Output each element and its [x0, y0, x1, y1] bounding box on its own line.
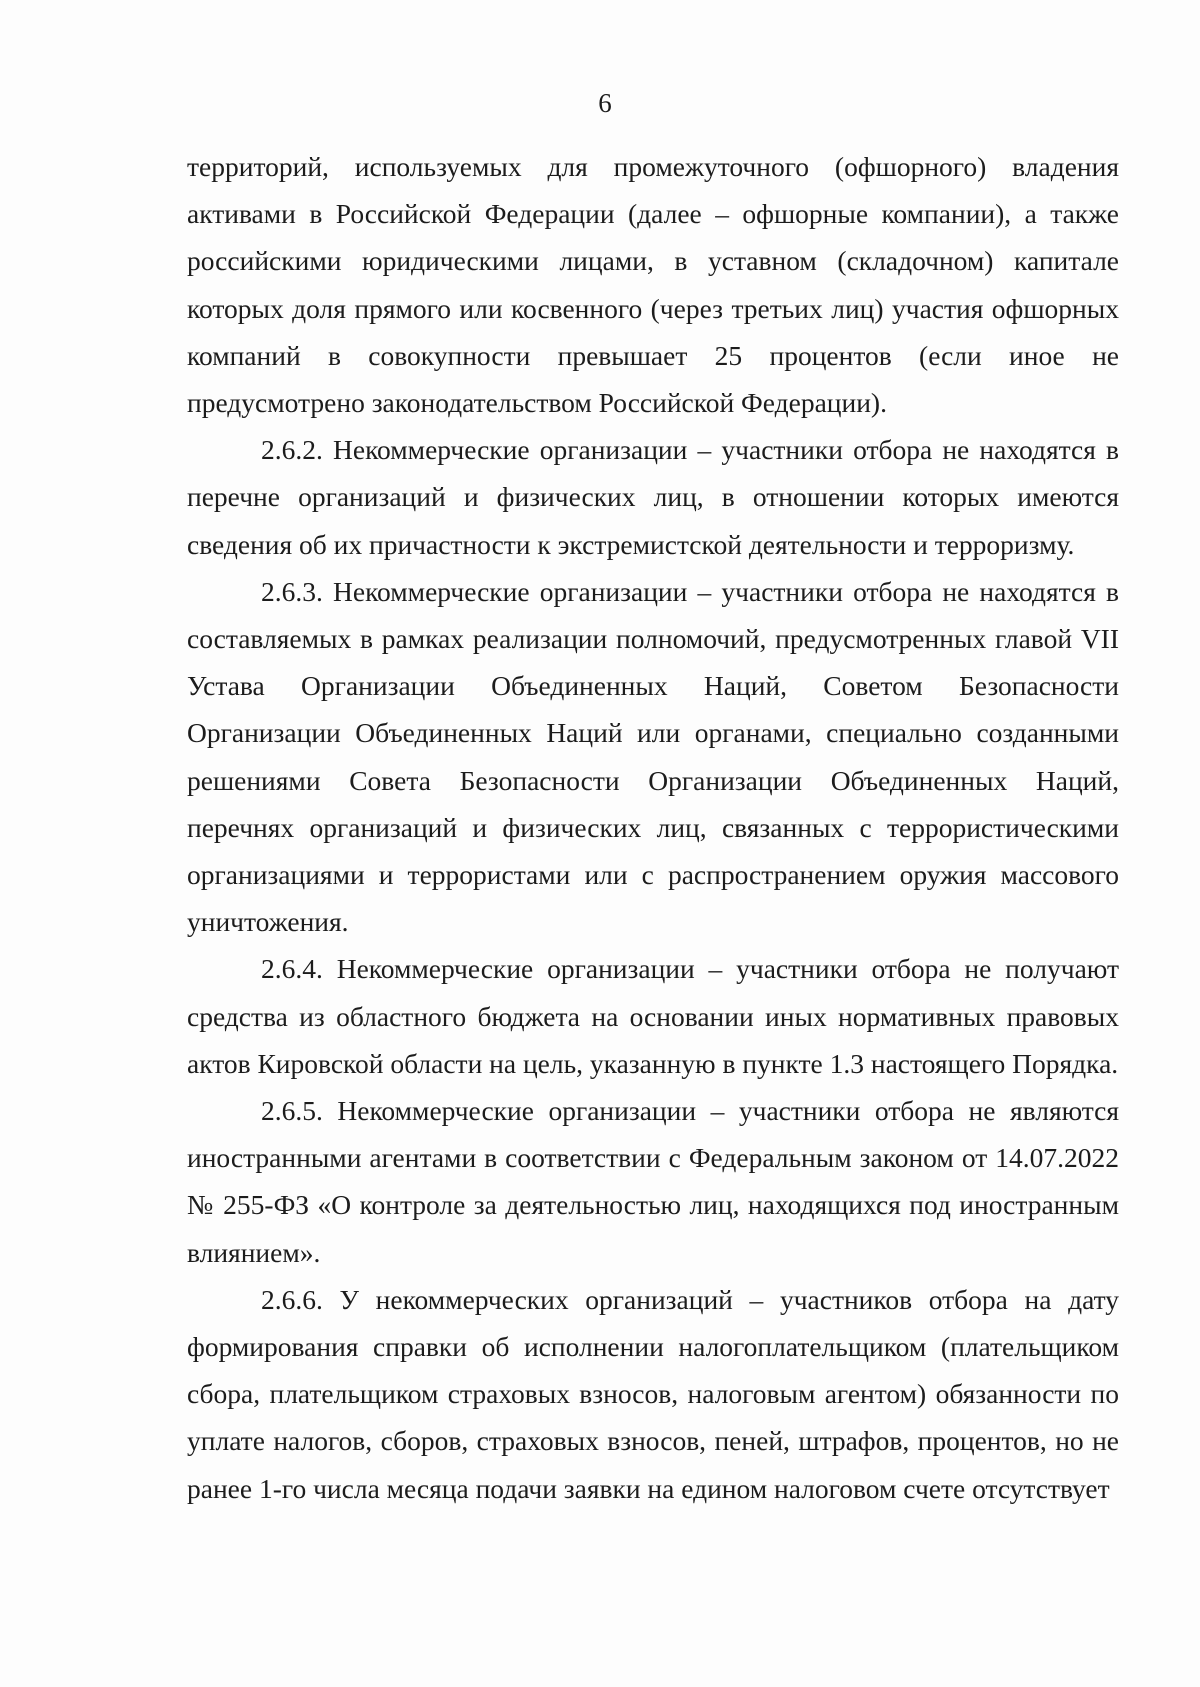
page-number: 6 — [598, 88, 612, 118]
paragraph-continuation: территорий, используемых для промежуточного (офшорного) владения активами в Российской Федерации (далее – офшорные компании), а также российскими юридическими лицами, в уставном (складочном) капитале которых доля прямого или косвенного (через третьих лиц) участия офшорных компаний в совокупности превышает 25 процентов (если иное не предусмотрено законодательством Российской Федерации). — [187, 151, 1119, 419]
paragraph-2-6-4: 2.6.4. Некоммерческие организации – участники отбора не получают средства из областного бюджета на основании иных нормативных правовых актов Кировской области на цель, указанную в пункте 1.3 настоящего Порядка. — [187, 953, 1119, 1079]
document-body — [187, 143, 1119, 1512]
paragraph-2-6-2: 2.6.2. Некоммерческие организации – участники отбора не находятся в перечне организаций и физических лиц, в отношении которых имеются сведения об их причастности к экстремистской деятельности и терроризму. — [187, 434, 1119, 560]
paragraph-2-6-3: 2.6.3. Некоммерческие организации – участники отбора не находятся в составляемых в рамках реализации полномочий, предусмотренных главой VII Устава Организации Объединенных Наций, Советом Безопасности Организации Объединенных Наций или органами, специально созданными решениями Совета Безопасности Организации Объединенных Наций, перечнях организаций и физических лиц, связанных с террористическими организациями и террористами или с распространением оружия массового уничтожения. — [187, 575, 1119, 938]
paragraph-2-6-6: 2.6.6. У некоммерческих организаций – участников отбора на дату формирования справки об исполнении налогоплательщиком (плательщиком сбора, плательщиком страховых взносов, налоговым агентом) обязанности по уплате налогов, сборов, страховых взносов, пеней, штрафов, процентов, но не ранее 1-го числа месяца подачи заявки на едином налоговом счете отсутствует — [187, 1283, 1119, 1504]
paragraph-2-6-5: 2.6.5. Некоммерческие организации – участники отбора не являются иностранными агентами в соответствии с Федеральным законом от 14.07.2022 № 255-ФЗ «О контроле за деятельностью лиц, находящихся под иностранным влиянием». — [187, 1095, 1119, 1268]
